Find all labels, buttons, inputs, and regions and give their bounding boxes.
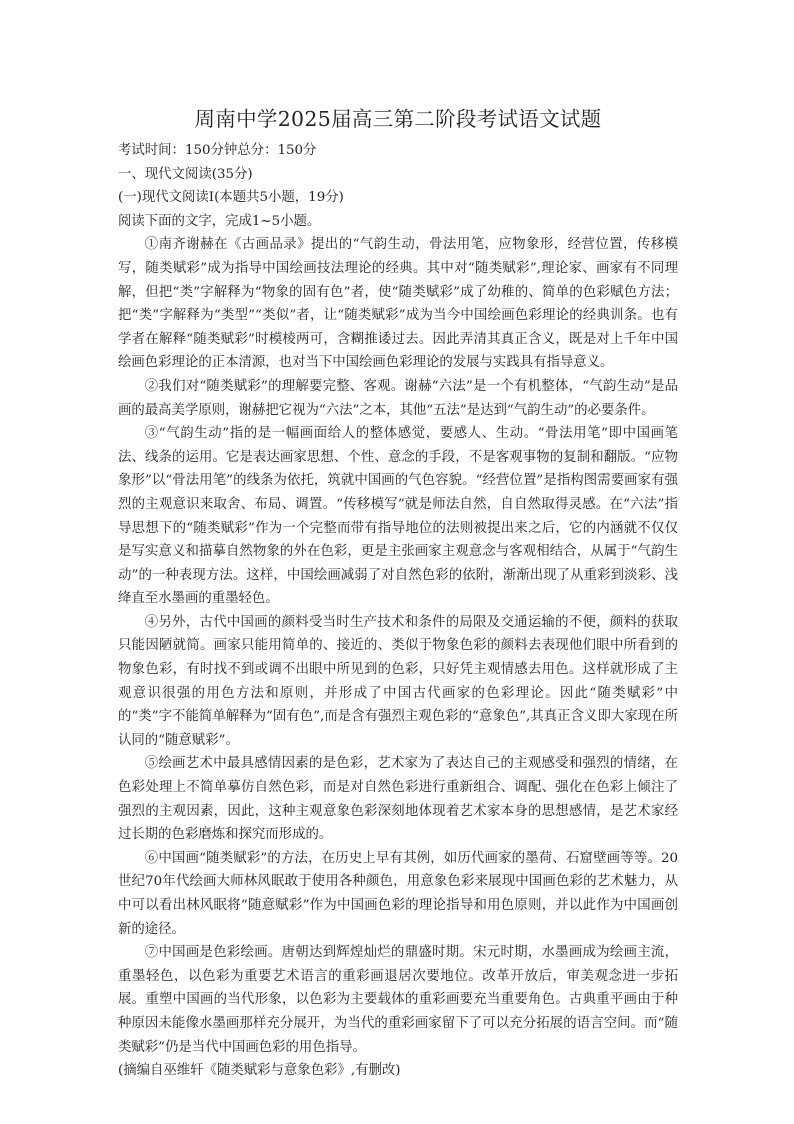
source-citation: (摘编自巫维轩《随类赋彩与意象色彩》,有删改)	[118, 1063, 401, 1079]
exam-info: 考试时间：150分钟总分：150分	[118, 143, 317, 158]
paragraph-3: ③“气韵生动”指的是一幅画面给人的整体感觉，要感人、生动。“骨法用笔”即中国画笔法、线条的运用。它是表达画家思想、个性、意念的手段，不是客观事物的复制和翻版。“应物象形”以“骨法用笔”的线条为依托，筑就中国画的气色容貌。“经营位置”是指构图需要画家有强烈的主观意识来取舍、布局、调置。“传移模写”就是师法自然，自自然取得灵感。在“六法”指导思想下的“随类赋彩”作为一个完整而带有指导地位的法则被提出来之后，它的内涵就不仅仅是写实意义和描摹自然物象的外在色彩，更是主张画家主观意念与客观相结合，从属于“气韵生动”的一种表现方法。这样，中国绘画减弱了对自然色彩的依附，渐渐出现了从重彩到淡彩、浅绛直至水墨画的重墨轻色。	[118, 426, 678, 607]
paragraph-2: ②我们对“随类赋彩”的理解要完整、客观。谢赫“六法”是一个有机整体，“气韵生动”是品画的最高美学原则，谢赫把它视为“六法”之本，其他“五法”是达到“气韵生动”的必要条件。	[118, 378, 678, 418]
paragraph-1: ①南齐谢赫在《古画品录》提出的“气韵生动，骨法用笔，应物象形，经营位置，传移模写，随类赋彩”成为指导中国绘画技法理论的经典。其中对“随类赋彩”,理论家、画家有不同理解，但把“类”字解释为“物象的固有色”者，使“随类赋彩”成了幼稚的、简单的色彩赋色方法；把“类”字解释为“类型”“类似”者，让“随类赋彩”成为当今中国绘画色彩理论的经典训条。也有学者在解释“随类赋彩”时模棱两可，含糊推诿过去。因此弄清其真正含义，既是对上千年中国绘画色彩理论的正本清源，也对当下中国绘画色彩理论的发展与实践具有指导意义。	[118, 237, 678, 371]
page-title: 周南中学2025届高三第二阶段考试语文试题	[194, 107, 602, 131]
paragraph-7: ⑦中国画是色彩绘画。唐朝达到辉煌灿烂的鼎盛时期。宋元时期，水墨画成为绘画主流，重墨轻色，以色彩为重要艺术语言的重彩画退居次要地位。改革开放后，审美观念进一步拓展。重塑中国画的当代形象，以色彩为主要载体的重彩画要充当重要角色。古典重平画由于种种原因未能像水墨画那样充分展开，为当代的重彩画家留下了可以充分拓展的语言空间。而“随类赋彩”仍是当代中国画色彩的用色指导。	[118, 945, 678, 1055]
paragraph-4: ④另外，古代中国画的颜料受当时生产技术和条件的局限及交通运输的不便，颜料的获取只能因陋就简。画家只能用简单的、接近的、类似于物象色彩的颜料去表现他们眼中所看到的物象色彩，有时找不到或调不出眼中所见到的色彩，只好凭主观情感去用色。这样就形成了主观意识很强的用色方法和原则，并形成了中国古代画家的色彩理论。因此“随类赋彩”中的“类”字不能简单解释为“固有色”,而是含有强烈主观色彩的“意象色”,其真正含义即大家现在所认同的“随意赋彩”。	[118, 614, 678, 748]
paragraph-5: ⑤绘画艺术中最具感情因素的是色彩，艺术家为了表达自己的主观感受和强烈的情绪，在色彩处理上不简单摹仿自然色彩，而是对自然色彩进行重新组合、调配、强化在色彩上倾注了强烈的主观因素，因此，这种主观意象色彩深刻地体现着艺术家本身的思想感情，是艺术家经过长期的色彩磨炼和探究而形成的。	[118, 756, 678, 843]
reading-instruction: 阅读下面的文字，完成1~5小题。	[118, 213, 321, 229]
paragraph-6: ⑥中国画“随类赋彩”的方法，在历史上早有其例，如历代画家的墨荷、石窟壁画等等。20世纪70年代绘画大师林风眠敢于使用各种颜色，用意象色彩来展现中国画色彩的艺术魅力，从中可以看出林风眠将“随意赋彩”作为中国画色彩的理论指导和用色原则，并以此作为中国画创新的途径。	[118, 850, 678, 937]
section-heading: 一、现代文阅读(35分)	[118, 166, 253, 182]
subsection-heading: (一)现代文阅读Ⅰ(本题共5小题，19分)	[118, 190, 344, 206]
